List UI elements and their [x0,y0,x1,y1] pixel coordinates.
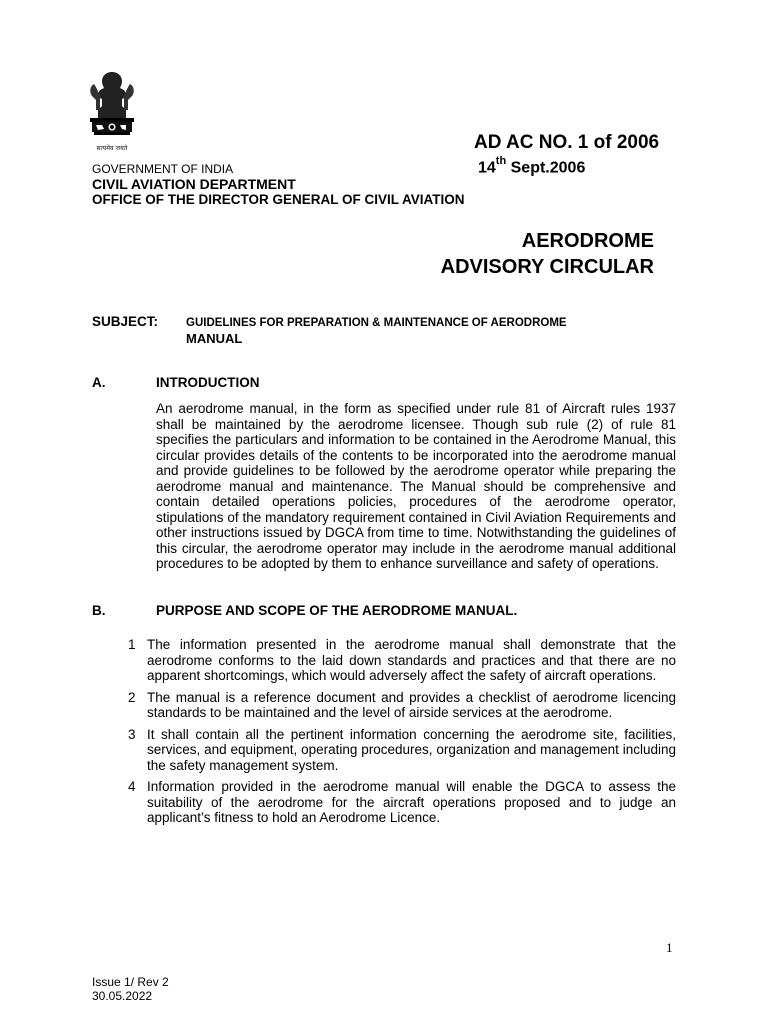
purpose-list [128,637,676,826]
date-day: 14 [478,159,496,177]
section-a-title: INTRODUCTION [156,375,260,390]
date-rest: Sept.2006 [506,159,586,177]
circular-date [478,157,585,177]
section-b-title: PURPOSE AND SCOPE OF THE AERODROME MANUAL. [156,603,518,618]
circular-number: AD AC NO. 1 of 2006 [474,132,660,153]
list-item [128,779,676,826]
list-item-text: It shall contain all the pertinent information concerning the aerodrome site, facilities, services, and equipment, operating procedures, organization and management including the safety management system. [147,726,676,773]
list-item-number: 4 [128,779,136,794]
list-item-text: The information presented in the aerodrome manual shall demonstrate that the aerodrome conforms to the laid down standards and practices and that there are no apparent shortcomings, which would adversely affect the safety of aircraft operations. [147,637,676,683]
introduction-paragraph: An aerodrome manual, in the form as specified under rule 81 of Aircraft rules 1937 shall be maintained by the aerodrome licensee. Though sub rule (2) of rule 81 specifies the particulars and information to be contained in the Aerodrome Manual, this circular provides details of the contents to be incorporated into the aerodrome manual and provide guidelines to be followed by the aerodrome operator while preparing the aerodrome manual and maintenance. The Manual should be comprehensive and contain detailed operations policies, procedures of the aerodrome operator, stipulations of the mandatory requirement contained in Civil Aviation Requirements and other instructions issued by DGCA from time to time. Notwithstanding the guidelines of this circular, the aerodrome operator may include in the aerodrome manual additional procedures to be adopted by them to enhance surveillance and safety of operations. [156,401,676,571]
national-emblem-icon [84,66,140,146]
date-ordinal: th [495,155,507,167]
subject-text [186,316,656,346]
section-b-letter: B. [92,603,106,618]
list-item-text: The manual is a reference document and provides a checklist of aerodrome licencing standards to be maintained and the level of airside services at the aerodrome. [147,689,676,720]
document-title-line1: AERODROME [521,230,654,252]
list-item [128,690,676,721]
list-item-number: 2 [128,689,136,705]
government-label: GOVERNMENT OF INDIA [92,162,234,176]
list-item [128,637,676,684]
subject-label: SUBJECT: [92,314,159,329]
subject-line1: GUIDELINES FOR PREPARATION & MAINTENANCE OF AERODROME [186,317,567,329]
office-label: OFFICE OF THE DIRECTOR GENERAL OF CIVIL AVIATION [92,192,465,207]
section-a-letter: A. [92,375,106,390]
list-item-number: 1 [128,637,136,652]
list-item-text: Information provided in the aerodrome manual will enable the DGCA to assess the suitability of the aerodrome for the aircraft operations proposed and to judge an applicant’s fitness to hold an Aerodrome Licence. [147,779,676,825]
document-title-line2: ADVISORY CIRCULAR [440,256,654,278]
emblem-motto: सत्यमेव जयते [96,146,128,152]
subject-line2: MANUAL [186,331,243,346]
department-label: CIVIL AVIATION DEPARTMENT [92,176,296,192]
list-item [128,727,676,774]
page-number: 1 [666,940,673,955]
footer-date: 30.05.2022 [92,989,153,1003]
footer-issue: Issue 1/ Rev 2 [92,975,169,989]
list-item-number: 3 [128,726,136,742]
